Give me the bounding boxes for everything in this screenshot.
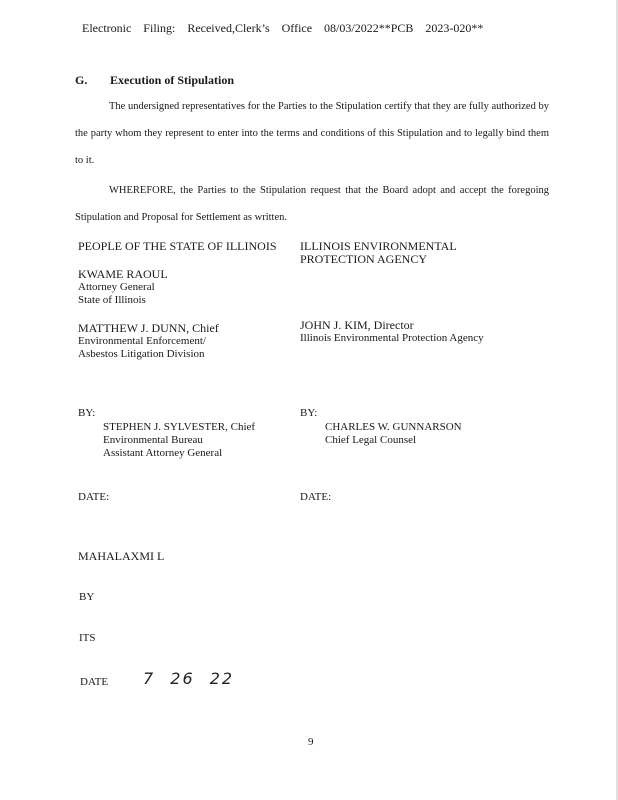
chief-title-line2: Asbestos Litigation Division — [78, 348, 205, 360]
respondent-date-label: DATE — [80, 676, 109, 688]
right-signer-title: Chief Legal Counsel — [325, 434, 417, 446]
left-party-name: PEOPLE OF THE STATE OF ILLINOIS — [78, 239, 277, 253]
paragraph-certify-text: The undersigned representatives for the Parties to the Stipulation certify that they are fully authorized by the party whom they represent to enter into the terms and conditions of this Stipulation and to legally bind them to it. — [75, 101, 549, 166]
attorney-general-title: Attorney General — [78, 281, 155, 293]
left-date-label: DATE: — [78, 491, 110, 503]
director-name: JOHN J. KIM, Director — [300, 318, 414, 332]
section-letter: G. — [75, 73, 88, 87]
respondent-its-label: ITS — [79, 632, 96, 644]
left-signer-title1: Environmental Bureau — [103, 434, 203, 446]
right-by-label: BY: — [300, 407, 318, 419]
left-by-label: BY: — [78, 407, 96, 419]
right-party-line2: PROTECTION AGENCY — [300, 252, 428, 266]
section-title: Execution of Stipulation — [110, 73, 235, 87]
respondent-by-label: BY — [79, 591, 95, 603]
right-signer-name: CHARLES W. GUNNARSON — [325, 421, 462, 433]
left-signer-title2: Assistant Attorney General — [103, 447, 223, 459]
respondent-name: MAHALAXMI L — [78, 549, 165, 563]
paragraph-wherefore — [75, 177, 549, 231]
paragraph-wherefore-text: WHEREFORE, the Parties to the Stipulation request that the Board adopt and accept the foregoing Stipulation and Proposal for Settlement as written. — [75, 185, 549, 223]
director-title: Illinois Environmental Protection Agency — [300, 332, 484, 344]
chief-title-line1: Environmental Enforcement/ — [78, 335, 206, 347]
right-date-label: DATE: — [300, 491, 332, 503]
attorney-general-state: State of Illinois — [78, 294, 146, 306]
paragraph-certify — [75, 93, 549, 174]
chief-name: MATTHEW J. DUNN, Chief — [78, 321, 219, 335]
filing-header: Electronic Filing: Received,Clerk’s Office 08/03/2022**PCB 2023-020** — [82, 21, 484, 35]
attorney-general-name: KWAME RAOUL — [78, 267, 168, 281]
page-number: 9 — [308, 736, 314, 748]
left-signature-block — [78, 240, 277, 361]
right-signer — [325, 421, 462, 447]
left-signer-name: STEPHEN J. SYLVESTER, Chief — [103, 421, 256, 433]
left-signer — [103, 421, 255, 460]
right-party-line1: ILLINOIS ENVIRONMENTAL — [300, 239, 457, 253]
right-signature-block — [300, 240, 484, 345]
handwritten-date: 7 26 22 — [143, 669, 235, 688]
